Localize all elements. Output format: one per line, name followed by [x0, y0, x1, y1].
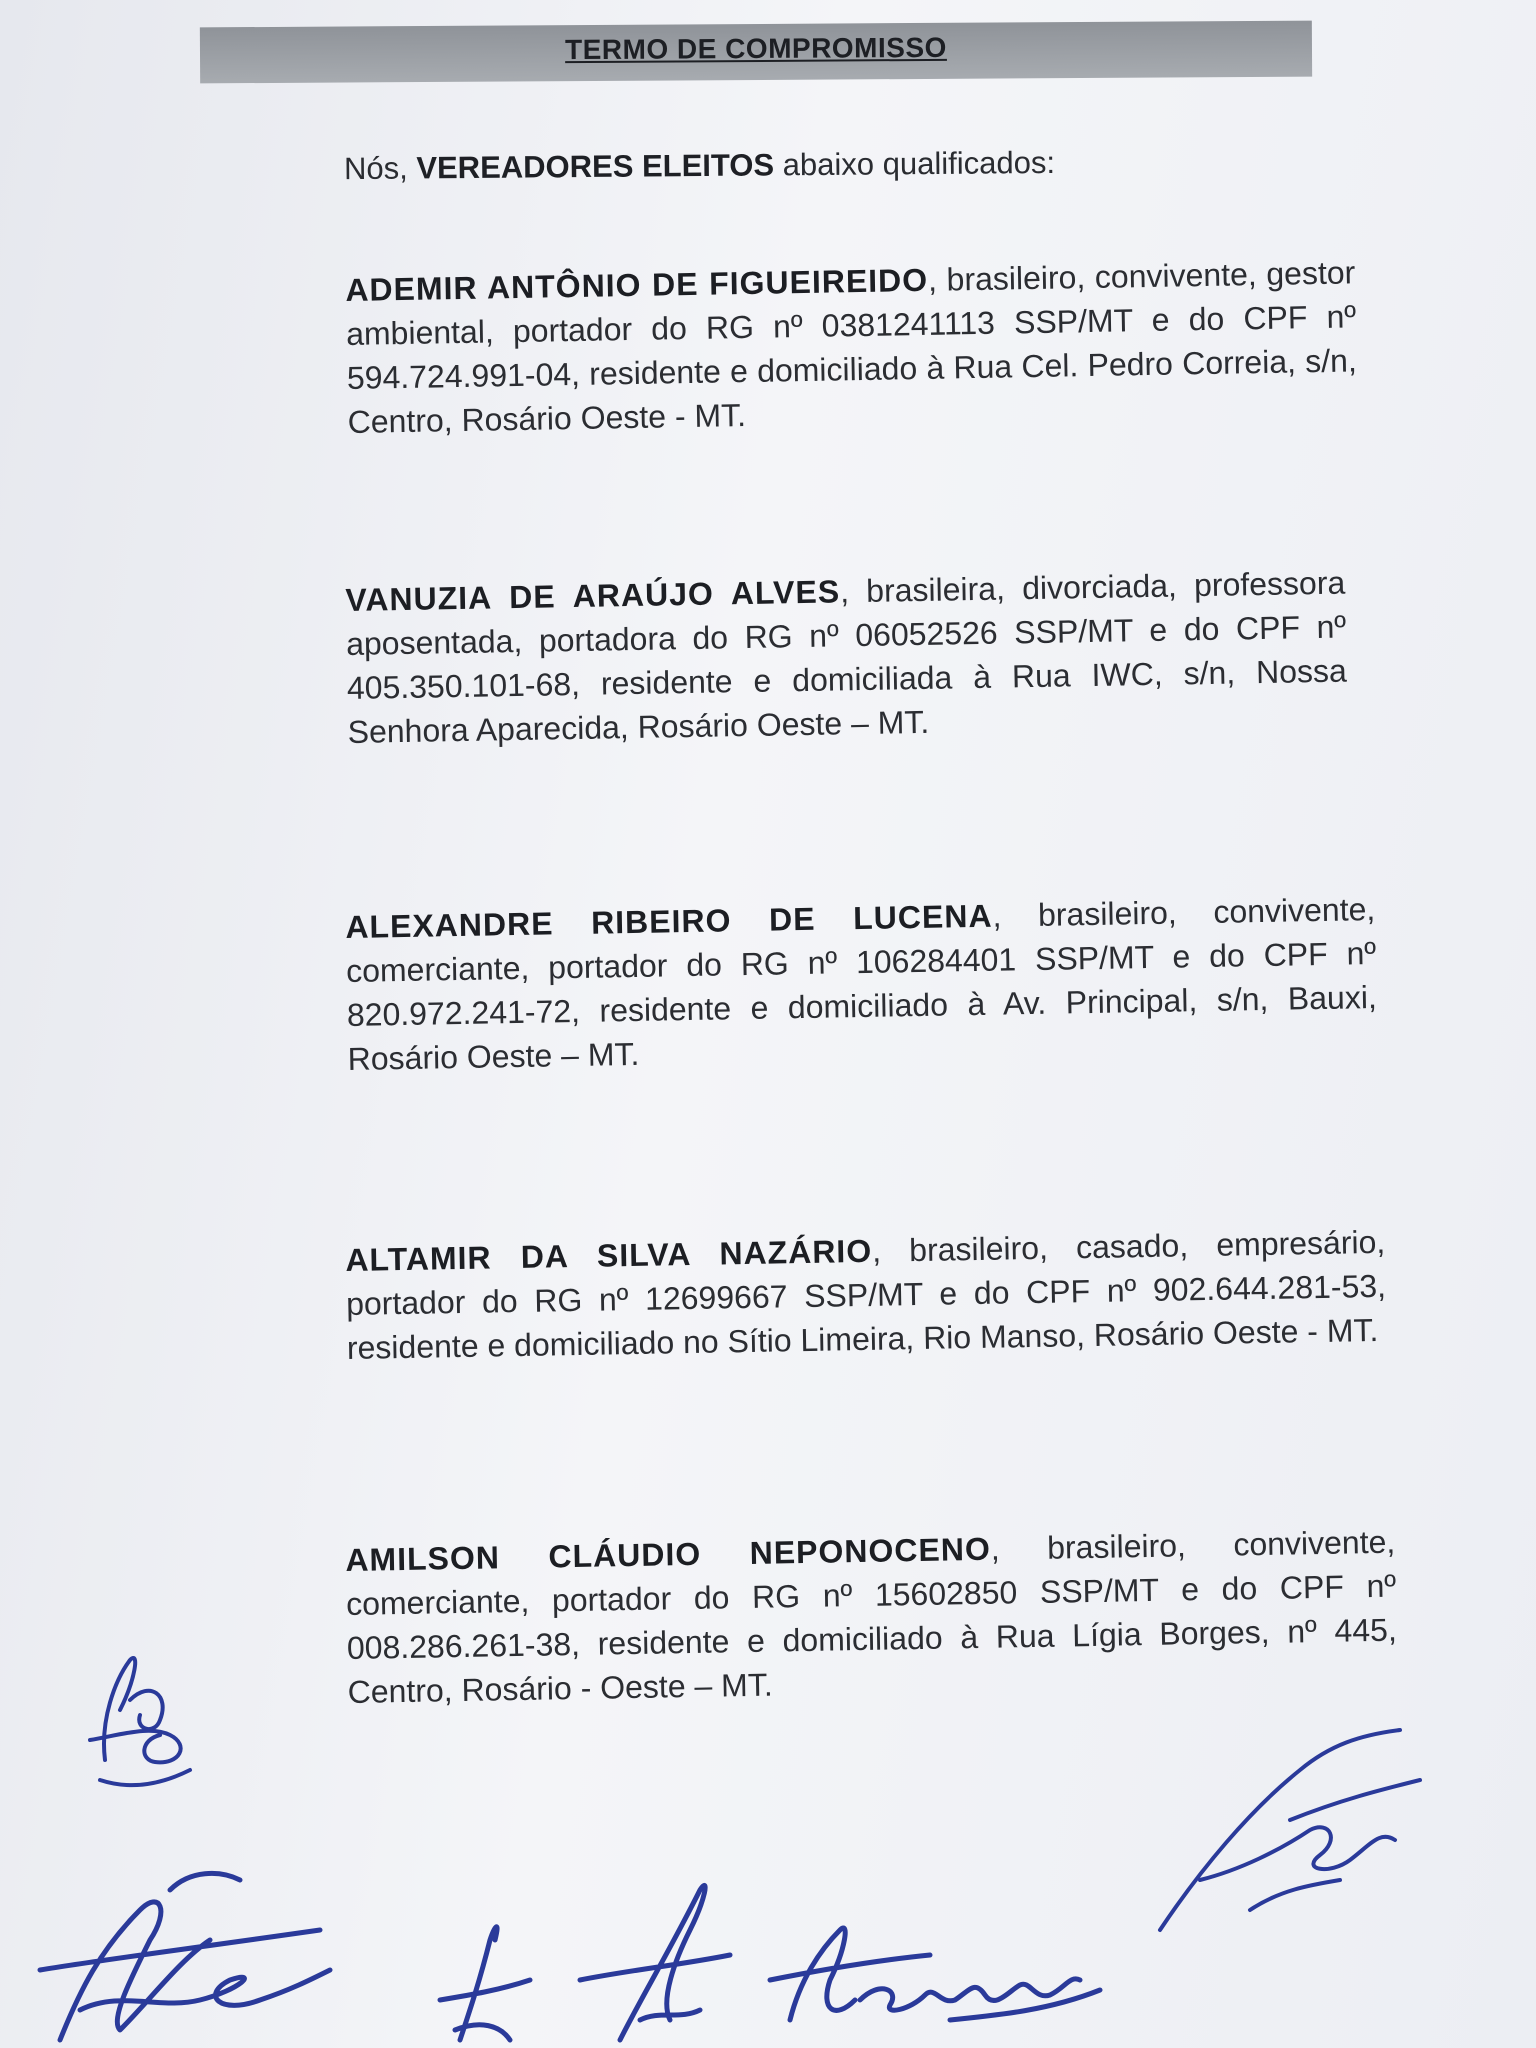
person-name: ADEMIR ANTÔNIO DE FIGUEIREIDO — [345, 261, 929, 308]
person-name: ALEXANDRE RIBEIRO DE LUCENA — [345, 897, 993, 945]
person-details: , brasileiro, convivente, comerciante, portador do RG nº 106284401 SSP/MT e do CPF nº 820.972.241-72, residente e domiciliado à Av. Principal, s/n, Bauxi, Rosário Oeste – MT. — [345, 891, 1378, 1077]
initials-mark — [60, 1640, 220, 1810]
intro-suffix: abaixo qualificados: — [773, 144, 1056, 183]
intro-bold: VEREADORES ELEITOS — [416, 147, 775, 186]
signature-3 — [560, 1870, 740, 2048]
person-name: AMILSON CLÁUDIO NEPONOCENO — [345, 1530, 992, 1578]
person-paragraph — [345, 1220, 1387, 1370]
signature-2 — [400, 1900, 540, 2048]
person-name: ALTAMIR DA SILVA NAZÁRIO — [345, 1232, 873, 1278]
person-paragraph — [345, 1520, 1398, 1714]
person-name: VANUZIA DE ARAÚJO ALVES — [345, 573, 841, 618]
person-paragraph — [345, 887, 1378, 1081]
intro-line — [344, 145, 1055, 187]
person-details: , brasileira, divorciada, professora aposentada, portadora do RG nº 06052526 SSP/MT e do CPF nº 405.350.101-68, residente e domiciliada à Rua IWC, s/n, Nossa Senhora Aparecida, Rosário Oeste – MT. — [345, 564, 1348, 750]
signature-4 — [760, 1870, 1160, 2048]
person-paragraph — [345, 561, 1348, 754]
title-bar — [200, 21, 1312, 84]
person-paragraph — [345, 250, 1358, 444]
document-title: TERMO DE COMPROMISSO — [564, 31, 947, 66]
intro-prefix: Nós, — [343, 150, 417, 187]
person-details: , brasileiro, convivente, comerciante, portador do RG nº 15602850 SSP/MT e do CPF nº 008.286.261-38, residente e domiciliado à Rua Lígia Borges, nº 445, Centro, Rosário - Oeste – MT. — [345, 1523, 1398, 1710]
person-details: , brasileiro, convivente, gestor ambiental, portador do RG nº 0381241113 SSP/MT e do CPF nº 594.724.991-04, residente e domiciliado à Rua Cel. Pedro Correia, s/n, Centro, Rosário Oeste - MT. — [345, 254, 1358, 440]
person-details: , brasileiro, casado, empresário, portador do RG nº 12699667 SSP/MT e do CPF nº 902.644.281-53, residente e domiciliado no Sítio Limeira, Rio Manso, Rosário Oeste - MT. — [345, 1223, 1387, 1366]
signature-5 — [1140, 1720, 1440, 1950]
signature-1 — [20, 1850, 350, 2048]
